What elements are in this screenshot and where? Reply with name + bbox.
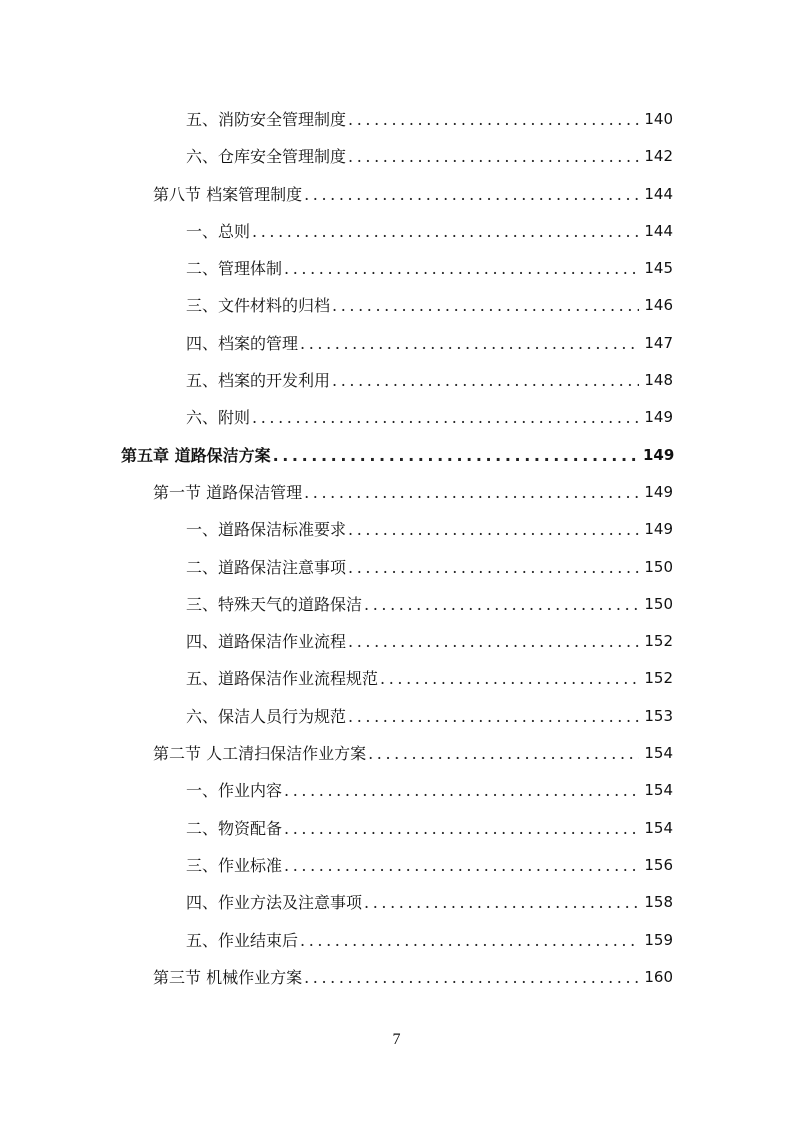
toc-entry-page: 146 [644, 296, 673, 315]
toc-entry-page: 148 [644, 371, 673, 390]
toc-entry[interactable] [0, 735, 793, 772]
toc-entry-title: 六、保洁人员行为规范 [186, 706, 347, 726]
toc-entry[interactable] [0, 511, 793, 548]
toc-entry-page: 150 [644, 594, 673, 613]
toc-entry[interactable] [0, 922, 793, 959]
toc-entry-page: 152 [644, 632, 673, 651]
toc-dot-leader [348, 549, 639, 586]
toc-dot-leader [348, 138, 639, 175]
toc-entry-page: 154 [644, 781, 673, 800]
toc-entry-title: 一、道路保洁标准要求 [186, 520, 347, 540]
toc-entry-title: 四、作业方法及注意事项 [186, 893, 363, 913]
toc-dot-leader [304, 474, 639, 511]
toc-entry[interactable] [0, 660, 793, 697]
toc-entry-title: 六、仓库安全管理制度 [186, 147, 347, 167]
toc-entry-title: 第三节 机械作业方案 [153, 967, 303, 987]
toc-entry[interactable] [0, 437, 793, 474]
toc-entry[interactable] [0, 772, 793, 809]
toc-entry-title: 五、道路保洁作业流程规范 [186, 669, 379, 689]
toc-entry-title: 五、档案的开发利用 [186, 371, 331, 391]
toc-entry[interactable] [0, 586, 793, 623]
toc-dot-leader [332, 287, 639, 324]
page-number: 7 [392, 1031, 401, 1048]
toc-entry-title: 第二节 人工清扫保洁作业方案 [153, 744, 367, 764]
toc-entry[interactable] [0, 176, 793, 213]
toc-dot-leader [284, 847, 639, 884]
toc-entry-page: 142 [644, 147, 673, 166]
toc-entry[interactable] [0, 698, 793, 735]
toc-entry[interactable] [0, 325, 793, 362]
toc-entry-page: 149 [644, 482, 673, 501]
toc-entry-page: 149 [644, 408, 673, 427]
toc-entry-page: 160 [644, 967, 673, 986]
toc-entry-title: 第一节 道路保洁管理 [153, 482, 303, 502]
toc-entry-title: 四、档案的管理 [186, 333, 299, 353]
toc-entry-page: 144 [644, 184, 673, 203]
toc-entry-page: 159 [644, 930, 673, 949]
toc-entry-title: 五、消防安全管理制度 [186, 110, 347, 129]
toc-dot-leader [348, 623, 639, 660]
toc-dot-leader [252, 399, 639, 436]
toc-entry-page: 150 [644, 557, 673, 576]
toc-entry[interactable] [0, 549, 793, 586]
toc-dot-leader [300, 325, 639, 362]
toc-entry[interactable] [0, 287, 793, 324]
toc-entry[interactable] [0, 474, 793, 511]
toc-entry-title: 二、管理体制 [186, 259, 283, 279]
toc-entry-title: 四、道路保洁作业流程 [186, 632, 347, 652]
toc-dot-leader [368, 735, 639, 772]
toc-dot-leader [364, 586, 639, 623]
table-of-contents [0, 101, 793, 996]
toc-dot-leader [348, 511, 639, 548]
toc-entry[interactable] [0, 138, 793, 175]
toc-entry-title: 第八节 档案管理制度 [153, 184, 303, 204]
toc-entry-title: 一、作业内容 [186, 781, 283, 801]
toc-dot-leader [284, 810, 639, 847]
toc-entry-title: 第五章 道路保洁方案 [121, 445, 271, 465]
toc-dot-leader [273, 437, 639, 474]
toc-entry-title: 二、物资配备 [186, 818, 283, 838]
toc-entry-title: 三、文件材料的归档 [186, 296, 331, 316]
toc-entry-page: 152 [644, 669, 673, 688]
toc-entry-title: 六、附则 [186, 408, 251, 428]
toc-entry[interactable] [0, 213, 793, 250]
toc-entry-page: 154 [644, 818, 673, 837]
toc-entry-page: 149 [643, 445, 675, 464]
toc-entry-page: 144 [644, 221, 673, 240]
toc-entry-title: 三、作业标准 [186, 855, 283, 875]
toc-entry-title: 一、总则 [186, 221, 251, 241]
toc-entry-page: 154 [644, 744, 673, 763]
toc-entry-page: 140 [644, 110, 673, 128]
toc-entry[interactable] [0, 884, 793, 921]
toc-entry-page: 156 [644, 855, 673, 874]
toc-dot-leader [348, 101, 639, 138]
toc-entry[interactable] [0, 810, 793, 847]
toc-entry[interactable] [0, 101, 793, 138]
toc-entry[interactable] [0, 959, 793, 996]
toc-entry-page: 147 [644, 333, 673, 352]
toc-entry[interactable] [0, 399, 793, 436]
toc-entry-page: 149 [644, 520, 673, 539]
toc-dot-leader [380, 660, 639, 697]
toc-dot-leader [364, 884, 639, 921]
toc-entry-title: 五、作业结束后 [186, 930, 299, 950]
toc-entry-page: 158 [644, 893, 673, 912]
toc-dot-leader [252, 213, 639, 250]
toc-entry-title: 二、道路保洁注意事项 [186, 557, 347, 577]
toc-entry-page: 145 [644, 259, 673, 278]
toc-entry[interactable] [0, 250, 793, 287]
toc-dot-leader [284, 250, 639, 287]
toc-entry[interactable] [0, 847, 793, 884]
toc-dot-leader [284, 772, 639, 809]
toc-dot-leader [304, 959, 639, 996]
toc-entry-page: 153 [644, 706, 673, 725]
toc-dot-leader [348, 698, 639, 735]
toc-dot-leader [300, 922, 639, 959]
toc-entry[interactable] [0, 623, 793, 660]
toc-dot-leader [304, 176, 639, 213]
toc-entry[interactable] [0, 362, 793, 399]
toc-entry-title: 三、特殊天气的道路保洁 [186, 594, 363, 614]
toc-dot-leader [332, 362, 639, 399]
